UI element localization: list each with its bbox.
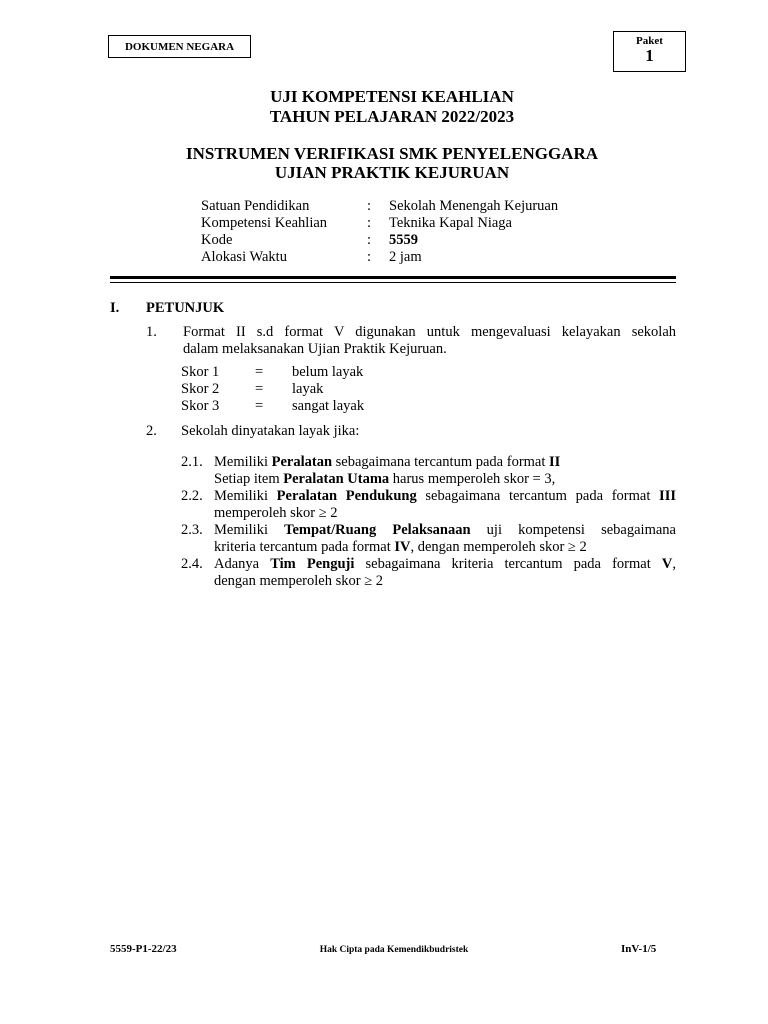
item-1-line-1: Format II s.d format V digunakan untuk mengevaluasi kelayakan sekolah xyxy=(183,324,676,340)
item-1-number: 1. xyxy=(146,324,157,340)
sub-2-1-number: 2.1. xyxy=(181,454,203,470)
item-2-number: 2. xyxy=(146,423,157,439)
footer-copyright: Hak Cipta pada Kemendikbudristek xyxy=(319,945,469,955)
score-eq: = xyxy=(255,398,264,414)
sub-2-2-line-1: Memiliki Peralatan Pendukung sebagaimana tercantum pada format III xyxy=(214,488,676,504)
info-label: Kompetensi Keahlian xyxy=(201,215,328,231)
sub-2-4-line-2: dengan memperoleh skor ≥ 2 xyxy=(214,573,384,589)
sub-2-4-line-1: Adanya Tim Penguji sebagaimana kriteria tercantum pada format V, xyxy=(214,556,676,572)
info-value: Sekolah Menengah Kejuruan xyxy=(389,198,559,214)
score-value: layak xyxy=(292,381,324,397)
item-1-line-2: dalam melaksanakan Ujian Praktik Kejuruan. xyxy=(183,341,447,357)
score-eq: = xyxy=(255,364,264,380)
score-value: belum layak xyxy=(292,364,364,380)
doc-classification-label: DOKUMEN NEGARA xyxy=(124,40,235,53)
info-value: 5559 xyxy=(389,232,418,248)
score-label: Skor 1 xyxy=(181,364,220,380)
info-colon: : xyxy=(367,198,372,214)
score-label: Skor 2 xyxy=(181,381,220,397)
footer-code: 5559-P1-22/23 xyxy=(110,943,177,955)
item-2-text: Sekolah dinyatakan layak jika: xyxy=(181,423,360,439)
section-title: PETUNJUK xyxy=(146,300,225,316)
paket-number: 1 xyxy=(645,46,654,65)
paket-label: Paket xyxy=(636,35,663,47)
sub-2-3-line-1: Memiliki Tempat/Ruang Pelaksanaan uji kompetensi sebagaimana xyxy=(214,522,676,538)
header-rule-thin xyxy=(110,282,676,283)
header-rule-thick xyxy=(110,276,676,279)
sub-2-2-line-2: memperoleh skor ≥ 2 xyxy=(214,505,338,521)
info-colon: : xyxy=(367,249,372,265)
info-value: Teknika Kapal Niaga xyxy=(389,215,512,231)
title-line-4: UJIAN PRAKTIK KEJURUAN xyxy=(274,163,510,182)
footer-page: InV-1/5 xyxy=(621,943,657,955)
section-number: I. xyxy=(110,300,120,316)
sub-2-2-number: 2.2. xyxy=(181,488,203,504)
title-line-1: UJI KOMPETENSI KEAHLIAN xyxy=(270,87,514,106)
title-line-3: INSTRUMEN VERIFIKASI SMK PENYELENGGARA xyxy=(186,144,598,163)
info-label: Alokasi Waktu xyxy=(201,249,287,265)
sub-2-1-line-2: Setiap item Peralatan Utama harus memperoleh skor = 3, xyxy=(214,471,556,487)
info-label: Satuan Pendidikan xyxy=(201,198,310,214)
sub-2-3-line-2: kriteria tercantum pada format IV, dengan memperoleh skor ≥ 2 xyxy=(214,539,587,555)
sub-2-3-number: 2.3. xyxy=(181,522,203,538)
score-eq: = xyxy=(255,381,264,397)
title-line-2: TAHUN PELAJARAN 2022/2023 xyxy=(269,107,515,126)
info-value: 2 jam xyxy=(389,249,422,265)
score-value: sangat layak xyxy=(292,398,365,414)
doc-classification-box xyxy=(108,35,251,58)
paket-box xyxy=(613,31,686,72)
info-colon: : xyxy=(367,215,372,231)
sub-2-4-number: 2.4. xyxy=(181,556,203,572)
sub-2-1-line-1: Memiliki Peralatan sebagaimana tercantum pada format II xyxy=(214,454,561,470)
info-label: Kode xyxy=(201,232,233,248)
score-label: Skor 3 xyxy=(181,398,220,414)
info-colon: : xyxy=(367,232,372,248)
